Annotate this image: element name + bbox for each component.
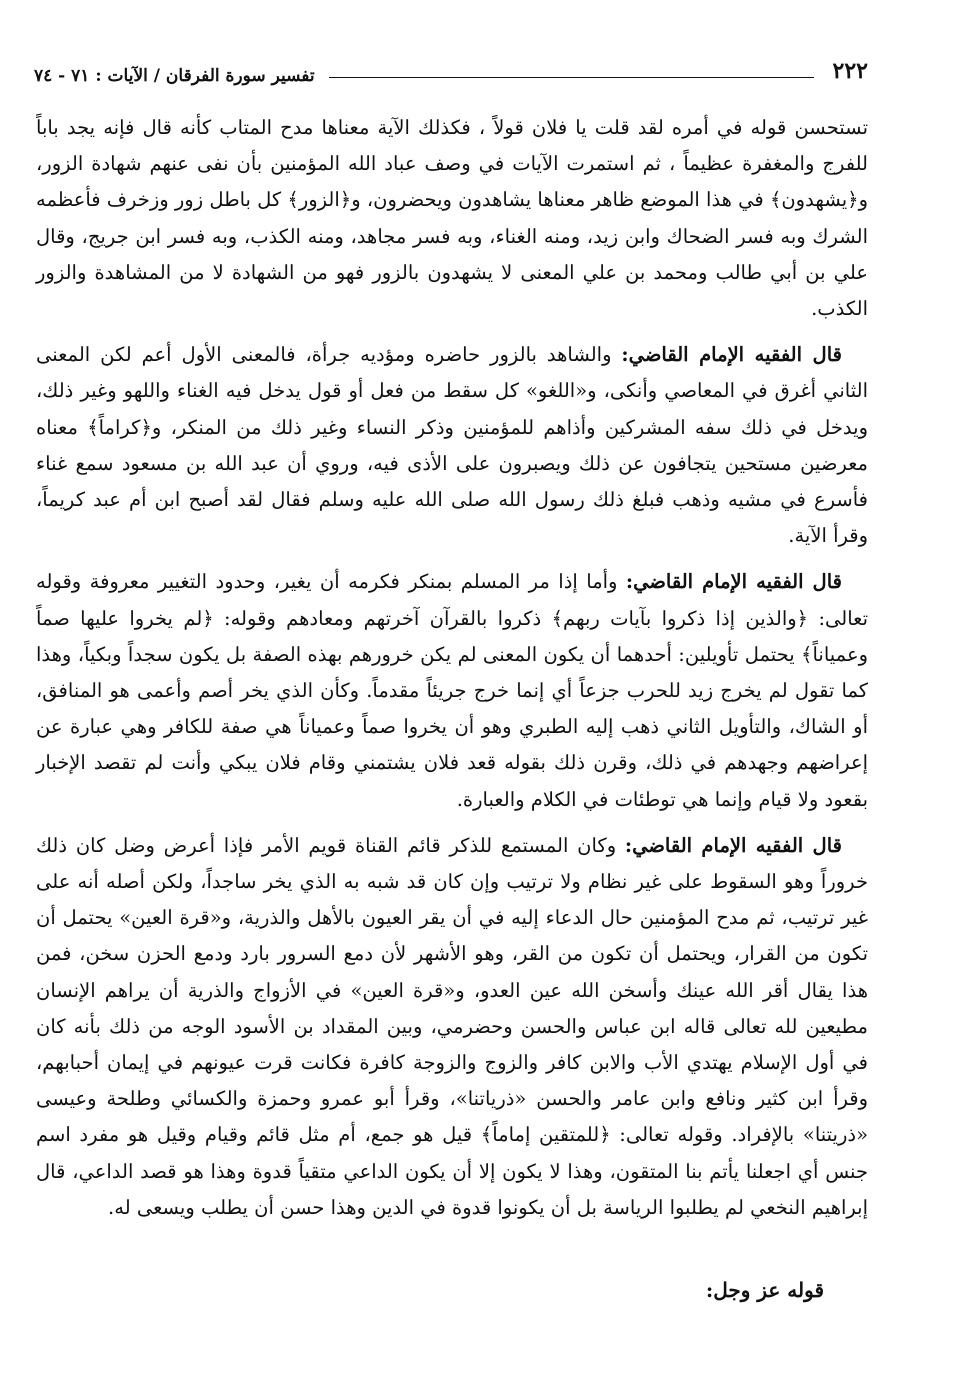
paragraph-3	[36, 564, 868, 817]
header-rule	[329, 77, 814, 78]
paragraph-text: وكان المستمع للذكر قائم القناة قويم الأمر فإذا أعرض وضل كان ذلك خروراً وهو السقوط على غير نظام ولا ترتيب وإن كان قد شبه به الذي يخر ساجداً، ولكن أصله أنه على غير ترتيب، ثم مدح المؤمنين حال الدعاء إليه في أن يقر العيون بالأهل والذرية، و«قرة العين» يحتمل أن تكون من القرار، ويحتمل أن تكون من القر، وهو الأشهر لأن دمع السرور بارد ودمع الحزن سخن، فمن هذا يقال أقر الله عينك وأسخن الله عين العدو، و«قرة العين» في الأزواج والذرية أن يراهم الإنسان مطيعين لله تعالى قاله ابن عباس والحسن وحضرمي، وبين المقداد بن الأسود الوجه من ذلك بأنه كان في أول الإسلام يهتدي الأب والابن كافر والزوج والزوجة كافرة فكانت قرت عيونهم في إيمان أحبابهم، وقرأ ابن كثير ونافع وابن عامر والحسن «ذرياتنا»، وقرأ أبو عمرو وحمزة والكسائي وطلحة وعيسى «ذريتنا» بالإفراد. وقوله تعالى: ﴿للمتقين إماماً﴾ قيل هو جمع، أم مثل قائم وقيام وقيل هو مفرد اسم جنس أي اجعلنا يأتم بنا المتقون، وهذا لا يكون إلا أن يكون الداعي متقياً قدوة وهذا هو قصد الداعي، قال إبراهيم النخعي لم يطلبوا الرياسة بل أن يكونوا قدوة في الدين وهذا حسن أن يطلب ويسعى له.	[36, 833, 868, 1219]
body-text	[36, 110, 868, 1236]
paragraph-lead: قال الفقيه الإمام القاضي:	[625, 570, 842, 594]
running-header-title: تفسير سورة الفرقان / الآيات : ٧١ - ٧٤	[34, 66, 315, 86]
paragraph-text: وأما إذا مر المسلم بمنكر فكرمه أن يغير، وحدود التغيير معروفة وقوله تعالى: ﴿والذين إذا ذكروا بآيات ربهم﴾ ذكروا بالقرآن آخرتهم ومعادهم وقوله: ﴿لم يخروا عليها صماً وعمياناً﴾ يحتمل تأويلين: أحدهما أن يكون المعنى لم يكن خرورهم بهذه الصفة بل يكون سجداً وبكياً، وهذا كما تقول لم يخرج زيد للحرب جزعاً أي إنما خرج جريئاً مقدماً. وكأن الذي يخر أصم وأعمى هو المنافق، أو الشاك، والتأويل الثاني ذهب إليه الطبري وهو أن يخروا صماً وعمياناً هي صفة للكافر وهي عبارة عن إعراضهم وجهدهم في ذلك، وقرن ذلك بقوله قعد فلان يشتمني وقام فلان يبكي وأنت لم تقصد الإخبار بقعود ولا قيام وإنما هي توطئات في الكلام والعبارة.	[36, 570, 868, 811]
closing-heading: قوله عز وجل:	[705, 1278, 824, 1302]
paragraph-lead: قال الفقيه الإمام القاضي:	[624, 833, 842, 857]
paragraph-text: تستحسن قوله في أمره لقد قلت يا فلان قولاً ، فكذلك الآية معناها مدح المتاب كأنه قال فإنه يجد باباً للفرج والمغفرة عظيماً ، ثم استمرت الآيات في وصف عباد الله المؤمنين بأن نفى عنهم شهادة الزور، و﴿يشهدون﴾ في هذا الموضع ظاهر معناها يشاهدون ويحضرون، و﴿الزور﴾ كل باطل زور وزخرف فأعظمه الشرك وبه فسر الضحاك وابن زيد، ومنه الغناء، وبه فسر مجاهد، ومنه الكذب، وبه فسر ابن جريج، وقال علي بن أبي طالب ومحمد بن علي المعنى لا يشهدون بالزور فهو من الشهادة لا من المشاهدة والزور الكذب.	[35, 116, 868, 321]
paragraph-text: والشاهد بالزور حاضره ومؤديه جرأة، فالمعنى الأول أعم لكن المعنى الثاني أغرق في المعاصي وأنكى، و«اللغو» كل سقط من فعل أو قول يدخل فيه الغناء واللهو وغير ذلك، ويدخل في ذلك سفه المشركين وأذاهم للمؤمنين وذكر النساء وغير ذلك من المنكر، و﴿كراماً﴾ معناه معرضين مستحين يتجافون عن ذلك ويصبرون على الأذى فيه، وروي أن عبد الله بن مسعود سمع غناء فأسرع في مشيه وذهب فبلغ ذلك رسول الله صلى الله عليه وسلم فقال لقد أصبح ابن أم عبد كريماً، وقرأ الآية.	[36, 343, 868, 548]
paragraph-2	[36, 337, 868, 554]
paragraph-1	[36, 110, 868, 327]
running-header	[34, 56, 868, 86]
page-number: ٢٢٢	[832, 58, 868, 84]
paragraph-4	[36, 828, 868, 1226]
paragraph-lead: قال الفقيه الإمام القاضي:	[621, 343, 842, 367]
